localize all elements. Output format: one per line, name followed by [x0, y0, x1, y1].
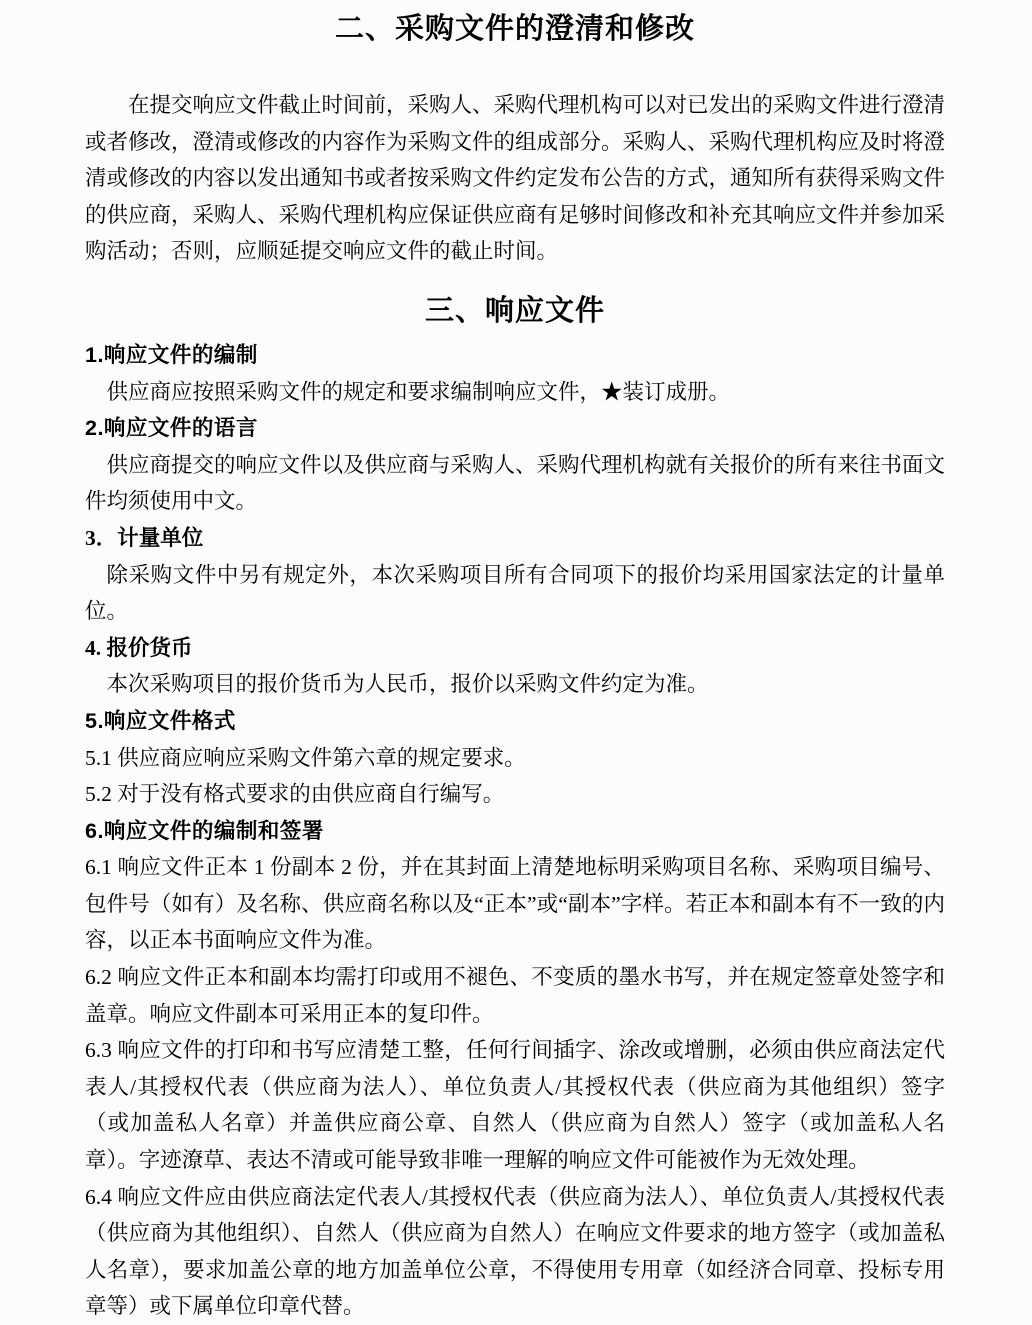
item-1-heading: 1.响应文件的编制: [85, 342, 258, 367]
chapter-title-clarification: 二、采购文件的澄清和修改: [334, 13, 695, 45]
item-2-body: 供应商提交的响应文件以及供应商与采购人、采购代理机构就有关报价的所有来往书面文件均须使用中文。: [85, 452, 946, 514]
clause-6-1: 6.1 响应文件正本 1 份副本 2 份，并在其封面上清楚地标明采购项目名称、采购项目编号、包件号（如有）及名称、供应商名称以及“正本”或“副本”字样。若正本和副本有不一致的内容，以正本书面响应文件为准。: [85, 855, 945, 953]
item-5-heading: 5.响应文件格式: [85, 708, 236, 733]
clause-6-2: 6.2 响应文件正本和副本均需打印或用不褪色、不变质的墨水书写，并在规定签章处签字和盖章。响应文件副本可采用正本的复印件。: [85, 965, 945, 1026]
item-6-heading: 6.响应文件的编制和签署: [85, 818, 324, 843]
clause-6-4: 6.4 响应文件应由供应商法定代表人/其授权代表（供应商为法人）、单位负责人/其授权代表（供应商为其他组织）、自然人（供应商为自然人）在响应文件要求的地方签字（或加盖私人名章），要求加盖公章的地方加盖单位公章，不得使用专用章（如经济合同章、投标专用章等）或下属单位印章代替。: [85, 1184, 945, 1319]
item-1-body: 供应商应按照采购文件的规定和要求编制响应文件，★装订成册。: [106, 379, 731, 404]
clause-5-1: 5.1 供应商应响应采购文件第六章的规定要求。: [85, 745, 526, 770]
chapter-title-response-documents: 三、响应文件: [424, 294, 605, 327]
item-4-body: 本次采购项目的报价货币为人民币，报价以采购文件约定为准。: [106, 672, 709, 697]
item-2-heading: 2.响应文件的语言: [85, 416, 258, 441]
clarification-intro-paragraph: 在提交响应文件截止时间前，采购人、采购代理机构可以对已发出的采购文件进行澄清或者修改，澄清或修改的内容作为采购文件的组成部分。采购人、采购代理机构应及时将澄清或修改的内容以发出通知书或者按采购文件约定发布公告的方式，通知所有获得采购文件的供应商，采购人、采购代理机构应保证供应商有足够时间修改和补充其响应文件并参加采购活动；否则，应顺延提交响应文件的截止时间。: [85, 93, 946, 264]
item-3-heading: 3．计量单位: [85, 525, 204, 550]
item-3-body: 除采购文件中另有规定外，本次采购项目所有合同项下的报价均采用国家法定的计量单位。: [85, 562, 945, 624]
item-4-heading: 4. 报价货币: [85, 635, 193, 660]
clause-6-3: 6.3 响应文件的打印和书写应清楚工整，任何行间插字、涂改或增删，必须由供应商法定代表人/其授权代表（供应商为法人）、单位负责人/其授权代表（供应商为其他组织）签字（或加盖私人名章）并盖供应商公章、自然人（供应商为自然人）签字（或加盖私人名章）。字迹潦草、表达不清或可能导致非唯一理解的响应文件可能被作为无效处理。: [85, 1038, 945, 1173]
clause-5-2: 5.2 对于没有格式要求的由供应商自行编写。: [85, 782, 505, 807]
